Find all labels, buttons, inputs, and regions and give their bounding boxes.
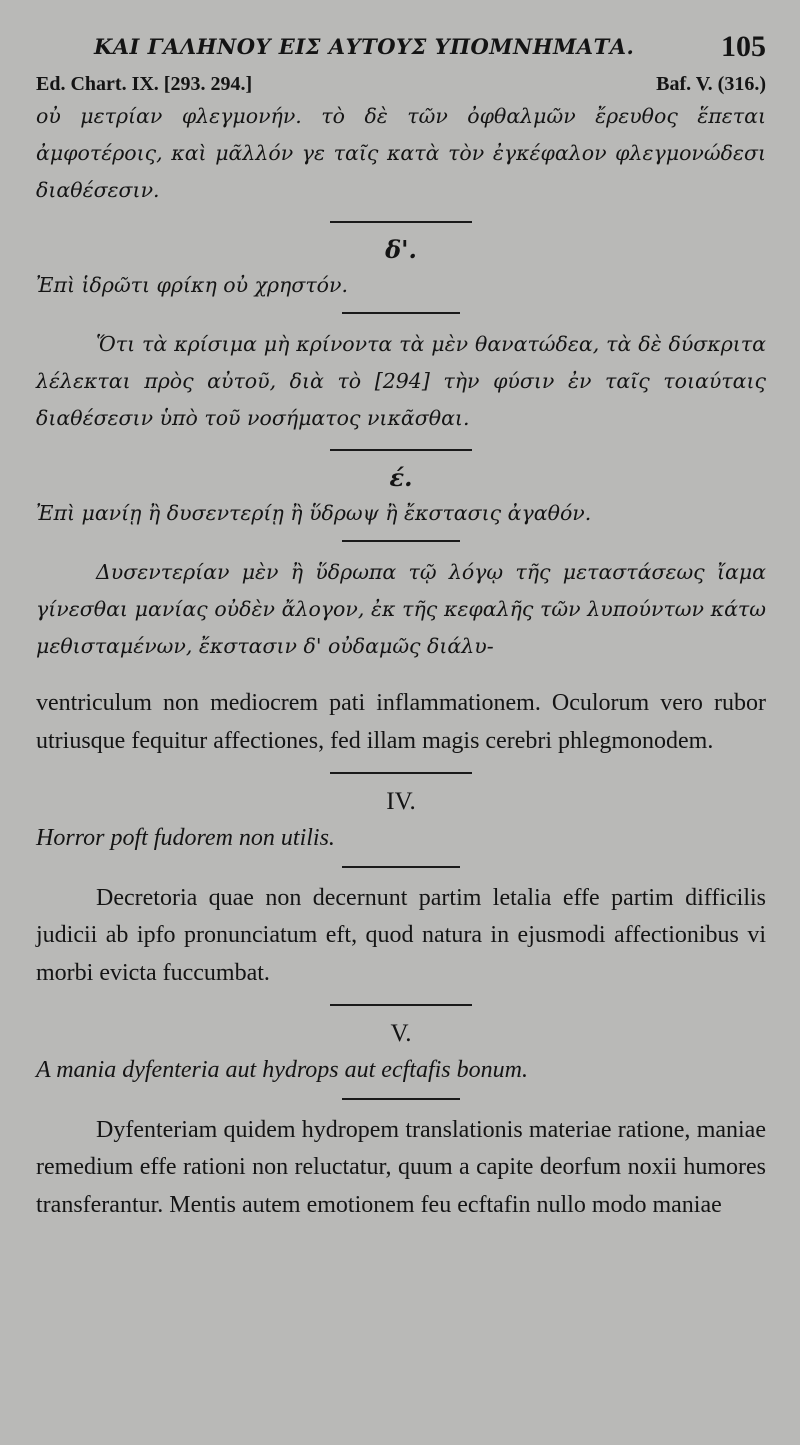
- greek-section-number-4: δ'.: [385, 235, 417, 264]
- running-title: ΚΑΙ ΓΑΛΗΝΟΥ ΕΙΣ ΑΥΤΟΥΣ ΥΠΟΜΝΗΜΑΤΑ.: [94, 34, 635, 59]
- latin-commentary-5: Dyfenteriam quidem hydropem translationis materiae ratione, maniae remedium effe rationi non reluctatur, quum a capite deorfum noxii humores transferantur. Mentis autem emotionem feu ecftafin nullo modo maniae: [36, 1116, 766, 1218]
- latin-section-number-4: IV.: [386, 788, 416, 815]
- section-divider: [330, 1004, 472, 1006]
- greek-aphorism-4: Ἐπὶ ἱδρῶτι φρίκη οὐ χρηστόν.: [36, 273, 348, 297]
- page-number: 105: [721, 30, 766, 63]
- latin-aphorism-4: Horror poft fudorem non utilis.: [36, 825, 335, 851]
- edition-reference-left: Ed. Chart. IX. [293. 294.]: [36, 73, 253, 95]
- aphorism-divider: [342, 866, 460, 868]
- section-divider: [330, 772, 472, 774]
- greek-commentary-5: Δυσεντερίαν μὲν ἢ ὕδρωπα τῷ λόγῳ τῆς μεταστάσεως ἴαμα γίνεσθαι μανίας οὐδὲν ἄλογον, ἐκ τῆς κεφαλῆς τῶν λυπούντων κάτω μεθισταμένων, ἔκστασιν δ' οὐδαμῶς διάλυ-: [36, 560, 766, 658]
- greek-continuation-paragraph: οὐ μετρίαν φλεγμονήν. τὸ δὲ τῶν ὀφθαλμῶν ἔρευθος ἕπεται ἀμφοτέροις, καὶ μᾶλλόν γε ταῖς κατὰ τὸν ἐγκέφαλον φλεγμονώδεσι διαθέσεσιν.: [36, 104, 766, 202]
- aphorism-divider: [342, 312, 460, 314]
- aphorism-divider: [342, 1098, 460, 1100]
- aphorism-divider: [342, 540, 460, 542]
- edition-reference-line: [36, 70, 766, 98]
- greek-section-number-5: έ.: [389, 463, 413, 492]
- edition-reference-right: Baf. V. (316.): [656, 73, 766, 95]
- section-divider: [330, 449, 472, 451]
- latin-continuation-paragraph: ventriculum non mediocrem pati inflammationem. Oculorum vero rubor utriusque fequitur affectiones, fed illam magis cerebri phlegmonodem.: [36, 690, 766, 754]
- language-block-gap: [36, 665, 766, 685]
- greek-commentary-4: Ὅτι τὰ κρίσιμα μὴ κρίνοντα τὰ μὲν θανατώδεα, τὰ δὲ δύσκριτα λέλεκται πρὸς αὐτοῦ, διὰ τὸ [294] τὴν φύσιν ἐν ταῖς τοιαύταις διαθέσεσιν ὑπὸ τοῦ νοσήματος νικᾶσθαι.: [36, 332, 766, 430]
- latin-commentary-4: Decretoria quae non decernunt partim letalia effe partim difficilis judicii ab ipfo pronunciatum eft, quod natura in ejusmodi affectionibus vi morbi evicta fuccumbat.: [36, 884, 766, 986]
- section-divider: [330, 221, 472, 223]
- greek-aphorism-5: Ἐπὶ μανίῃ ἢ δυσεντερίῃ ἢ ὕδρωψ ἢ ἔκστασις ἀγαθόν.: [36, 501, 592, 525]
- page-header: [36, 28, 766, 70]
- latin-aphorism-5: A mania dyfenteria aut hydrops aut ecftafis bonum.: [36, 1057, 528, 1083]
- latin-section-number-5: V.: [390, 1020, 412, 1047]
